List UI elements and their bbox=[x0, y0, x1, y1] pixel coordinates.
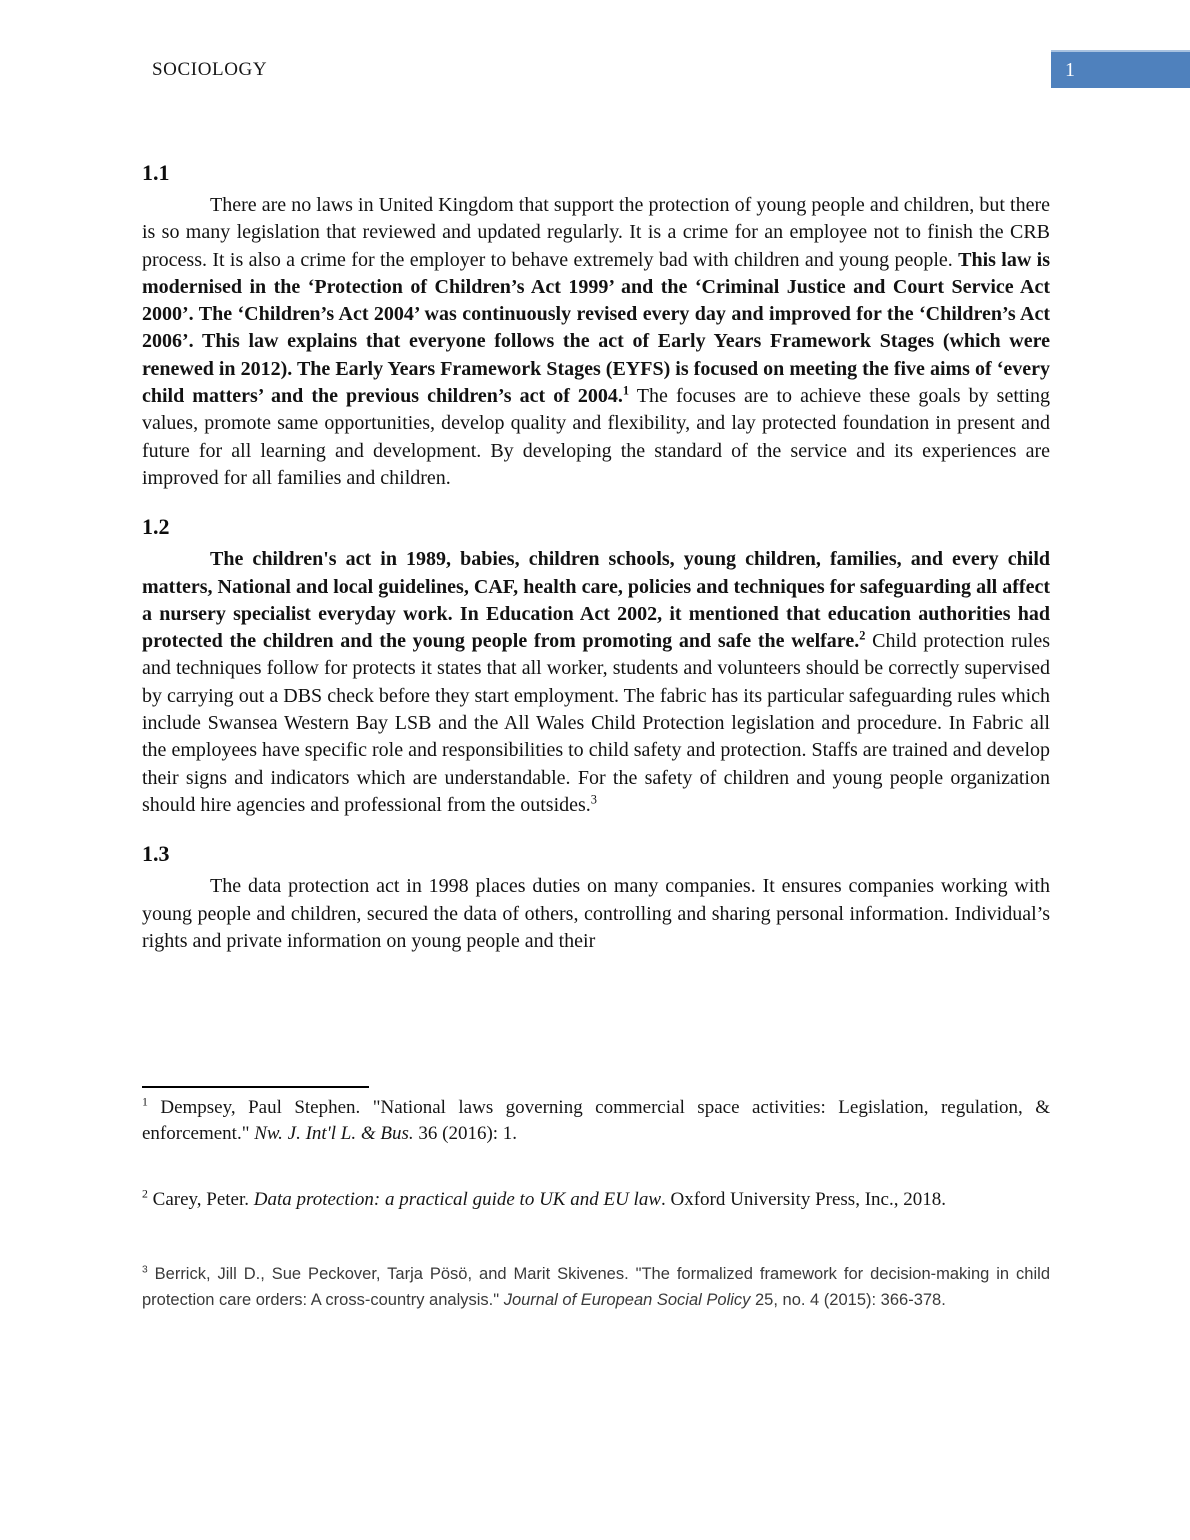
page-number-badge bbox=[1051, 50, 1190, 88]
document-body bbox=[142, 160, 1050, 977]
footnote-marker: 1 bbox=[142, 1095, 148, 1109]
section-1-1 bbox=[142, 160, 1050, 492]
footnote-marker: 3 bbox=[142, 1264, 148, 1276]
footnotes bbox=[142, 1086, 1050, 1313]
section-paragraph: The children's act in 1989, babies, children schools, young children, families, and every child matters, National and local guidelines, CAF, health care, policies and techniques for safeguarding all affect a nursery specialist everyday work. In Education Act 2002, it mentioned that education authorities had protected the children and the young people from promoting and safe the welfare.$^2$ Child protection rules and techniques follow for protects it states that all worker, students and volunteers should be correctly supervised by carrying out a DBS check before they start employment. The fabric has its particular safeguarding rules which include Swansea Western Bay LSB and the All Wales Child Protection legislation and procedure. In Fabric all the employees have specific role and responsibilities to child safety and protection. Staffs are trained and develop their signs and indicators which are understandable. For the safety of children and young people organization should hire agencies and professional from the outsides.$^3$ bbox=[142, 548, 1051, 816]
footnote-text: Berrick, Jill D., Sue Peckover, Tarja Pösö, and Marit Skivenes. "The formalized framework for decision-making in child protection care orders: A cross-country analysis." Journal of European Social Policy 25, no. 4 (2015): 366-378. bbox=[142, 1265, 1050, 1309]
section-1-3 bbox=[142, 841, 1050, 955]
footnote-text: Carey, Peter. Data protection: a practical guide to UK and EU law. Oxford University Press, Inc., 2018. bbox=[147, 1189, 946, 1210]
section-heading: 1.1 bbox=[142, 160, 170, 185]
footnote-separator bbox=[142, 1086, 369, 1088]
header-title: SOCIOLOGY bbox=[152, 59, 268, 80]
footnote-item bbox=[142, 1187, 1050, 1213]
footnote-item bbox=[142, 1261, 1050, 1313]
section-paragraph: The data protection act in 1998 places duties on many companies. It ensures companies working with young people and children, secured the data of others, controlling and sharing personal information. Individual’s rights and private information on young people and their bbox=[142, 875, 1050, 952]
section-1-2 bbox=[142, 514, 1050, 819]
footnote-text: Dempsey, Paul Stephen. "National laws governing commercial space activities: Legislation, regulation, & enforcement." Nw. J. Int'l L. & Bus. 36 (2016): 1. bbox=[142, 1097, 1050, 1144]
footnote-marker: 2 bbox=[142, 1187, 148, 1201]
section-heading: 1.2 bbox=[142, 514, 170, 540]
footnote-item bbox=[142, 1095, 1050, 1147]
page-number: 1 bbox=[1065, 58, 1075, 81]
section-paragraph: There are no laws in United Kingdom that support the protection of young people and children, but there is so many legislation that reviewed and updated regularly. It is a crime for an employee not to finish the CRB process. It is also a crime for the employer to behave extremely bad with children and young people. This law is modernised in the ‘Protection of Children’s Act 1999’ and the ‘Criminal Justice and Court Service Act 2000’. The ‘Children’s Act 2004’ was continuously revised every day and improved for the ‘Children’s Act 2006’. This law explains that everyone follows the act of Early Years Framework Stages (which were renewed in 2012). The Early Years Framework Stages (EYFS) is focused on meeting the five aims of ‘every child matters’ and the previous children’s act of 2004.$^1$ The focuses are to achieve these goals by setting values, promote same opportunities, develop quality and flexibility, and lay protected foundation in present and future for all learning and development. By developing the standard of the service and its experiences are improved for all families and children. bbox=[142, 194, 1050, 489]
section-heading: 1.3 bbox=[142, 841, 170, 867]
